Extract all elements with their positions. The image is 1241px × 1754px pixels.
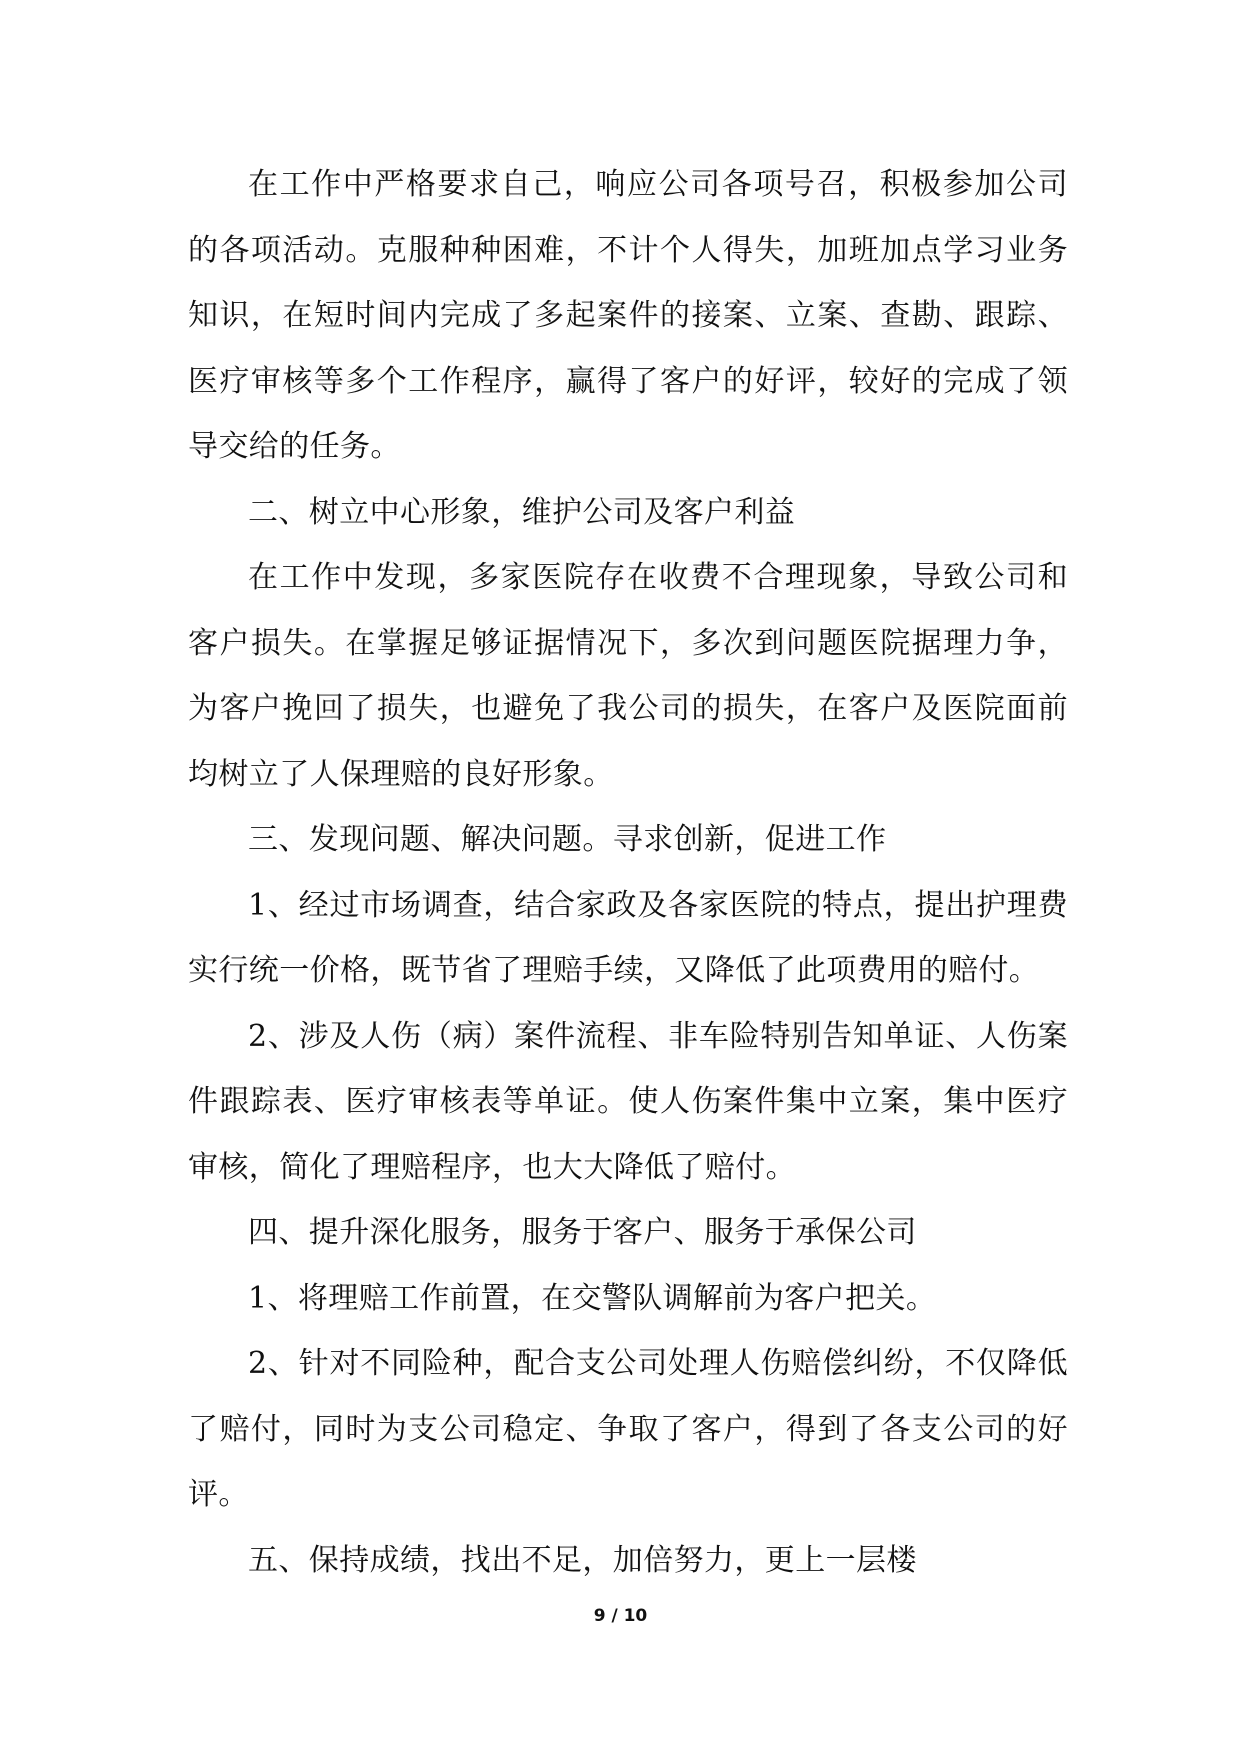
paragraph-item-4-2: 2、针对不同险种，配合支公司处理人伤赔偿纠纷，不仅降低了赔付，同时为支公司稳定、争取了客户，得到了各支公司的好评。	[188, 1346, 1068, 1512]
paragraph-hospital-fees: 在工作中发现，多家医院存在收费不合理现象，导致公司和客户损失。在掌握足够证据情况下，多次到问题医院据理力争，为客户挽回了损失，也避免了我公司的损失，在客户及医院面前均树立了人保理赔的良好形象。	[188, 560, 1068, 792]
section-heading-2: 二、树立中心形象，维护公司及客户利益	[248, 494, 796, 530]
page-number: 9 / 10	[593, 1606, 648, 1626]
section-heading-4: 四、提升深化服务，服务于客户、服务于承保公司	[248, 1215, 917, 1250]
paragraph-item-3-1: 1、经过市场调查，结合家政及各家医院的特点，提出护理费实行统一价格，既节省了理赔手续，又降低了此项费用的赔付。	[188, 887, 1068, 988]
paragraph-work-requirements: 在工作中严格要求自己，响应公司各项号召，积极参加公司的各项活动。克服种种困难，不计个人得失，加班加点学习业务知识，在短时间内完成了多起案件的接案、立案、查勘、跟踪、医疗审核等多个工作程序，赢得了客户的好评，较好的完成了领导交给的任务。	[188, 167, 1068, 464]
document-body	[188, 152, 1068, 1593]
section-heading-5: 五、保持成绩，找出不足，加倍努力，更上一层楼	[248, 1542, 917, 1578]
section-heading-3: 三、发现问题、解决问题。寻求创新，促进工作	[248, 822, 887, 857]
paragraph-item-4-1: 1、将理赔工作前置，在交警队调解前为客户把关。	[248, 1280, 937, 1316]
paragraph-item-3-2: 2、涉及人伤（病）案件流程、非车险特别告知单证、人伤案件跟踪表、医疗审核表等单证。使人伤案件集中立案，集中医疗审核，简化了理赔程序，也大大降低了赔付。	[188, 1018, 1068, 1185]
